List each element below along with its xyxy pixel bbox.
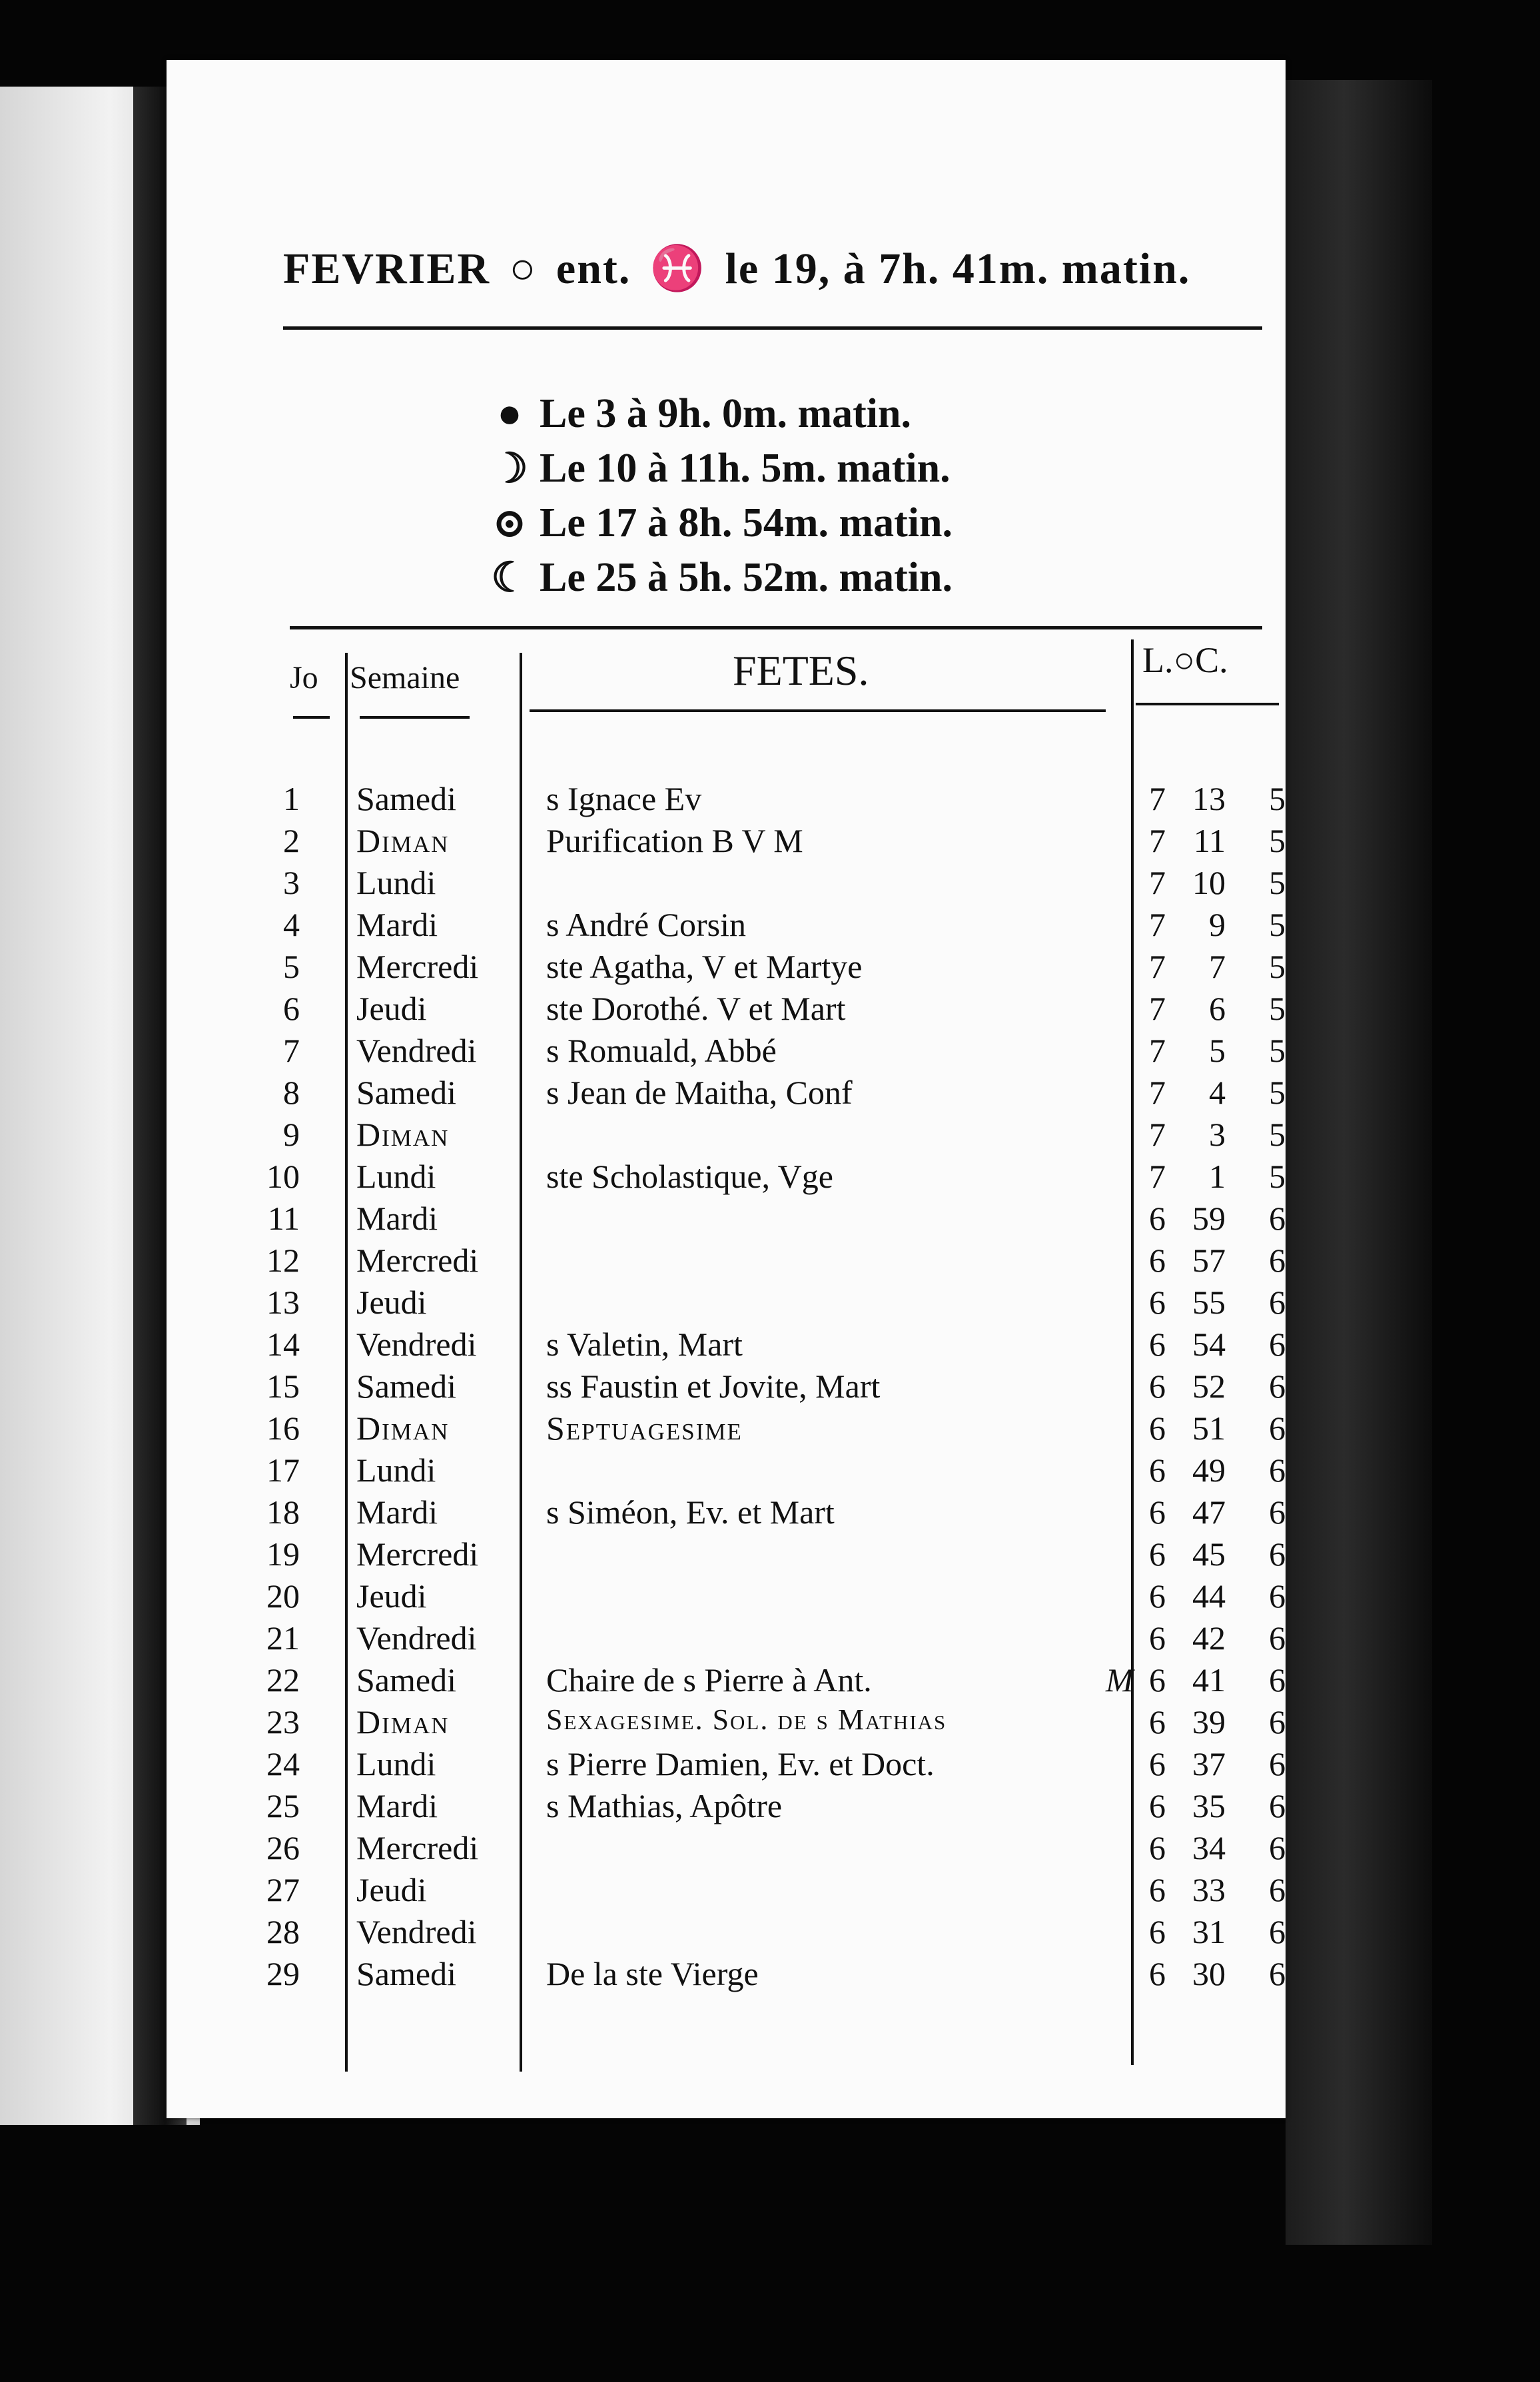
- day-number: 28: [266, 1913, 300, 1950]
- jo-underline: [293, 716, 330, 719]
- sunset-hour: 6: [1269, 1493, 1286, 1531]
- day-number: 15: [266, 1368, 300, 1405]
- sunrise-minute: 30: [1192, 1955, 1226, 1992]
- sunset-hour: 6: [1269, 1284, 1286, 1321]
- weekday: Mercredi: [356, 948, 479, 985]
- entry-label: ent.: [556, 244, 631, 293]
- sunrise-hour: 7: [1149, 822, 1166, 859]
- sunrise-minute: 3: [1209, 1116, 1226, 1153]
- lc-underline: [1136, 703, 1279, 705]
- sunrise-minute: 7: [1209, 948, 1226, 985]
- phase-text: Le 25 à 5h. 52m. matin.: [540, 554, 953, 600]
- sunrise-minute: 44: [1192, 1577, 1226, 1615]
- sunrise-minute: 49: [1192, 1451, 1226, 1489]
- coucher-label: C.: [1195, 640, 1228, 680]
- sunrise-hour: 7: [1149, 1032, 1166, 1069]
- divider-jo: [345, 653, 348, 2072]
- feast: ste Scholastique, Vge: [546, 1158, 833, 1195]
- sunrise-hour: 6: [1149, 1619, 1166, 1657]
- sunrise-minute: 45: [1192, 1535, 1226, 1573]
- day-number: 27: [266, 1871, 300, 1908]
- sunset-hour: 6: [1269, 1451, 1286, 1489]
- sunset-hour: 5: [1269, 1032, 1286, 1069]
- sunrise-minute: 52: [1192, 1368, 1226, 1405]
- weekday: Jeudi: [356, 1871, 427, 1908]
- sunrise-minute: 59: [1192, 1200, 1226, 1237]
- day-number: 21: [266, 1619, 300, 1657]
- day-number: 26: [266, 1829, 300, 1866]
- sunrise-hour: 6: [1149, 1284, 1166, 1321]
- sunrise-hour: 6: [1149, 1368, 1166, 1405]
- weekday: Lundi: [356, 1158, 436, 1195]
- feast: s Mathias, Apôtre: [546, 1787, 783, 1824]
- sunrise-hour: 7: [1149, 1074, 1166, 1111]
- weekday: Lundi: [356, 1451, 436, 1489]
- weekday: Vendredi: [356, 1913, 477, 1950]
- weekday: Diman: [356, 1116, 450, 1153]
- sunset-hour: 6: [1269, 1745, 1286, 1783]
- sunrise-minute: 13: [1192, 780, 1226, 817]
- col-jo: Jo: [290, 660, 318, 695]
- day-number: 9: [283, 1116, 300, 1153]
- sunrise-hour: 6: [1149, 1787, 1166, 1824]
- sunrise-hour: 6: [1149, 1745, 1166, 1783]
- sunrise-minute: 4: [1209, 1074, 1226, 1111]
- day-number: 3: [283, 864, 300, 901]
- weekday: Lundi: [356, 864, 436, 901]
- feast: s Siméon, Ev. et Mart: [546, 1493, 835, 1531]
- day-number: 12: [266, 1242, 300, 1279]
- weekday: Mercredi: [356, 1829, 479, 1866]
- sunset-hour: 6: [1269, 1787, 1286, 1824]
- sunset-hour: 6: [1269, 1619, 1286, 1657]
- sunrise-minute: 1: [1209, 1158, 1226, 1195]
- sunrise-hour: 6: [1149, 1242, 1166, 1279]
- sunset-hour: 6: [1269, 1409, 1286, 1447]
- day-number: 6: [283, 990, 300, 1027]
- sunset-hour: 5: [1269, 822, 1286, 859]
- sun-icon: ○: [509, 244, 538, 293]
- feast: ss Faustin et Jovite, Mart: [546, 1368, 881, 1405]
- weekday: Samedi: [356, 780, 456, 817]
- day-number: 5: [283, 948, 300, 985]
- col-lever-coucher: [1142, 639, 1228, 681]
- weekday: Jeudi: [356, 1284, 427, 1321]
- last-quarter-icon: ☾: [491, 556, 528, 601]
- sunrise-hour: 7: [1149, 1158, 1166, 1195]
- feast: Purification B V M: [546, 822, 803, 859]
- sunrise-minute: 55: [1192, 1284, 1226, 1321]
- day-number: 20: [266, 1577, 300, 1615]
- lever-label: L.: [1142, 640, 1174, 680]
- feast: Sexagesime. Sol. de s Mathias: [546, 1703, 947, 1736]
- weekday: Samedi: [356, 1368, 456, 1405]
- sunrise-minute: 39: [1192, 1703, 1226, 1741]
- day-number: 11: [267, 1200, 300, 1237]
- month-title: FEVRIER: [283, 244, 491, 293]
- feast: s Ignace Ev: [546, 780, 702, 817]
- sunrise-hour: 6: [1149, 1829, 1166, 1866]
- moon-phases: [480, 386, 953, 605]
- sunset-hour: 5: [1269, 1158, 1286, 1195]
- sunrise-minute: 35: [1192, 1787, 1226, 1824]
- day-number: 16: [266, 1409, 300, 1447]
- phase-text: Le 3 à 9h. 0m. matin.: [540, 390, 911, 436]
- weekday: Jeudi: [356, 990, 427, 1027]
- new-moon-icon: ●: [497, 390, 522, 436]
- weekday: Mardi: [356, 1493, 438, 1531]
- sunrise-hour: 6: [1149, 1451, 1166, 1489]
- sunrise-hour: 6: [1149, 1326, 1166, 1363]
- sunrise-hour: 6: [1149, 1577, 1166, 1615]
- semaine-underline: [360, 716, 470, 719]
- sunrise-hour: 6: [1149, 1871, 1166, 1908]
- day-number: 23: [266, 1703, 300, 1741]
- full-moon-icon: ⊙: [492, 501, 527, 546]
- weekday: Samedi: [356, 1955, 456, 1992]
- day-number: 2: [283, 822, 300, 859]
- sunrise-hour: 7: [1149, 864, 1166, 901]
- phase-row: [480, 550, 953, 605]
- day-number: 22: [266, 1661, 300, 1699]
- sunrise-hour: 6: [1149, 1703, 1166, 1741]
- sunrise-minute: 6: [1209, 990, 1226, 1027]
- feast: s André Corsin: [546, 906, 746, 943]
- feast: Septuagesime: [546, 1409, 743, 1447]
- feast: ste Agatha, V et Martye: [546, 948, 863, 985]
- sunset-hour: 6: [1269, 1661, 1286, 1699]
- weekday: Samedi: [356, 1074, 456, 1111]
- phase-text: Le 17 à 8h. 54m. matin.: [540, 500, 953, 546]
- sunrise-hour: 7: [1149, 780, 1166, 817]
- sunset-hour: 6: [1269, 1871, 1286, 1908]
- phase-row: [480, 386, 953, 441]
- weekday: Samedi: [356, 1661, 456, 1699]
- sunrise-minute: 42: [1192, 1619, 1226, 1657]
- sunset-hour: 6: [1269, 1326, 1286, 1363]
- sunrise-hour: 6: [1149, 1913, 1166, 1950]
- sunrise-minute: 47: [1192, 1493, 1226, 1531]
- sunset-hour: 6: [1269, 1368, 1286, 1405]
- weekday: Diman: [356, 1409, 450, 1447]
- day-number: 24: [266, 1745, 300, 1783]
- page-edges: [1286, 80, 1432, 2245]
- sunset-hour: 6: [1269, 1829, 1286, 1866]
- feast: s Jean de Maitha, Conf: [546, 1074, 853, 1111]
- weekday: Mercredi: [356, 1535, 479, 1573]
- weekday: Diman: [356, 822, 450, 859]
- day-number: 10: [266, 1158, 300, 1195]
- sunset-hour: 5: [1269, 780, 1286, 817]
- weekday: Vendredi: [356, 1619, 477, 1657]
- phase-row: [480, 441, 953, 496]
- weekday: Vendredi: [356, 1032, 477, 1069]
- sunrise-minute: 33: [1192, 1871, 1226, 1908]
- sunrise-minute: 5: [1209, 1032, 1226, 1069]
- feast: s Valetin, Mart: [546, 1326, 743, 1363]
- sunset-hour: 5: [1269, 864, 1286, 901]
- first-quarter-icon: ☽: [491, 446, 528, 492]
- sunset-hour: 6: [1269, 1577, 1286, 1615]
- day-number: 19: [266, 1535, 300, 1573]
- table-top-rule: [290, 626, 1262, 629]
- divider-fetes: [1131, 639, 1134, 2065]
- sunrise-hour: 7: [1149, 906, 1166, 943]
- weekday: Diman: [356, 1703, 450, 1741]
- day-number: 13: [266, 1284, 300, 1321]
- sunrise-minute: 34: [1192, 1829, 1226, 1866]
- sunrise-hour: 6: [1149, 1955, 1166, 1992]
- sunrise-minute: 11: [1193, 822, 1226, 859]
- col-fetes: FETES.: [733, 647, 869, 694]
- almanac-page: [167, 60, 1286, 2118]
- sunrise-hour: 6: [1149, 1200, 1166, 1237]
- phase-row: [480, 496, 953, 550]
- feast: De la ste Vierge: [546, 1955, 759, 1992]
- sunset-hour: 6: [1269, 1955, 1286, 1992]
- sunrise-minute: 37: [1192, 1745, 1226, 1783]
- sunset-hour: 6: [1269, 1703, 1286, 1741]
- pisces-icon: ♓: [649, 244, 707, 293]
- feast: s Romuald, Abbé: [546, 1032, 777, 1069]
- day-number: 4: [283, 906, 300, 943]
- sunset-hour: 6: [1269, 1242, 1286, 1279]
- sun-icon: ○: [1173, 640, 1196, 680]
- weekday: Mardi: [356, 1787, 438, 1824]
- sunset-hour: 6: [1269, 1535, 1286, 1573]
- sunrise-hour: 6: [1149, 1535, 1166, 1573]
- sunset-hour: 6: [1269, 1200, 1286, 1237]
- header-rule: [283, 326, 1262, 330]
- sunrise-hour: 6: [1149, 1493, 1166, 1531]
- col-semaine: Semaine: [350, 660, 460, 695]
- day-number: 14: [266, 1326, 300, 1363]
- weekday: Mercredi: [356, 1242, 479, 1279]
- feast: s Pierre Damien, Ev. et Doct.: [546, 1745, 935, 1783]
- sunrise-minute: 9: [1209, 906, 1226, 943]
- weekday: Lundi: [356, 1745, 436, 1783]
- weekday: Vendredi: [356, 1326, 477, 1363]
- day-number: 29: [266, 1955, 300, 1992]
- sunset-hour: 5: [1269, 906, 1286, 943]
- sunrise-hour: 7: [1149, 990, 1166, 1027]
- month-header: [283, 243, 1262, 294]
- sunrise-hour: 7: [1149, 948, 1166, 985]
- day-number: 17: [266, 1451, 300, 1489]
- sunrise-minute: 54: [1192, 1326, 1226, 1363]
- sunrise-hour: 6: [1149, 1409, 1166, 1447]
- day-number: 25: [266, 1787, 300, 1824]
- day-number: 1: [283, 780, 300, 817]
- fetes-underline: [530, 709, 1106, 712]
- sunset-hour: 5: [1269, 948, 1286, 985]
- sunrise-minute: 51: [1192, 1409, 1226, 1447]
- sunset-hour: 5: [1269, 990, 1286, 1027]
- weekday: Mardi: [356, 1200, 438, 1237]
- day-number: 18: [266, 1493, 300, 1531]
- sunrise-minute: 41: [1192, 1661, 1226, 1699]
- sunset-hour: 5: [1269, 1116, 1286, 1153]
- sunrise-hour: 7: [1149, 1116, 1166, 1153]
- feast: Chaire de s Pierre à Ant.: [546, 1661, 872, 1699]
- sunrise-minute: 57: [1192, 1242, 1226, 1279]
- sunset-hour: 6: [1269, 1913, 1286, 1950]
- weekday: Mardi: [356, 906, 438, 943]
- day-number: 7: [283, 1032, 300, 1069]
- sunrise-hour: 6: [1149, 1661, 1166, 1699]
- entry-time: le 19, à 7h. 41m. matin.: [725, 244, 1191, 293]
- feast: ste Dorothé. V et Mart: [546, 990, 846, 1027]
- divider-semaine: [520, 653, 522, 2072]
- day-number: 8: [283, 1074, 300, 1111]
- marker: M: [1106, 1661, 1134, 1699]
- sunset-hour: 5: [1269, 1074, 1286, 1111]
- phase-text: Le 10 à 11h. 5m. matin.: [540, 445, 951, 491]
- sunrise-minute: 10: [1192, 864, 1226, 901]
- weekday: Jeudi: [356, 1577, 427, 1615]
- sunrise-minute: 31: [1192, 1913, 1226, 1950]
